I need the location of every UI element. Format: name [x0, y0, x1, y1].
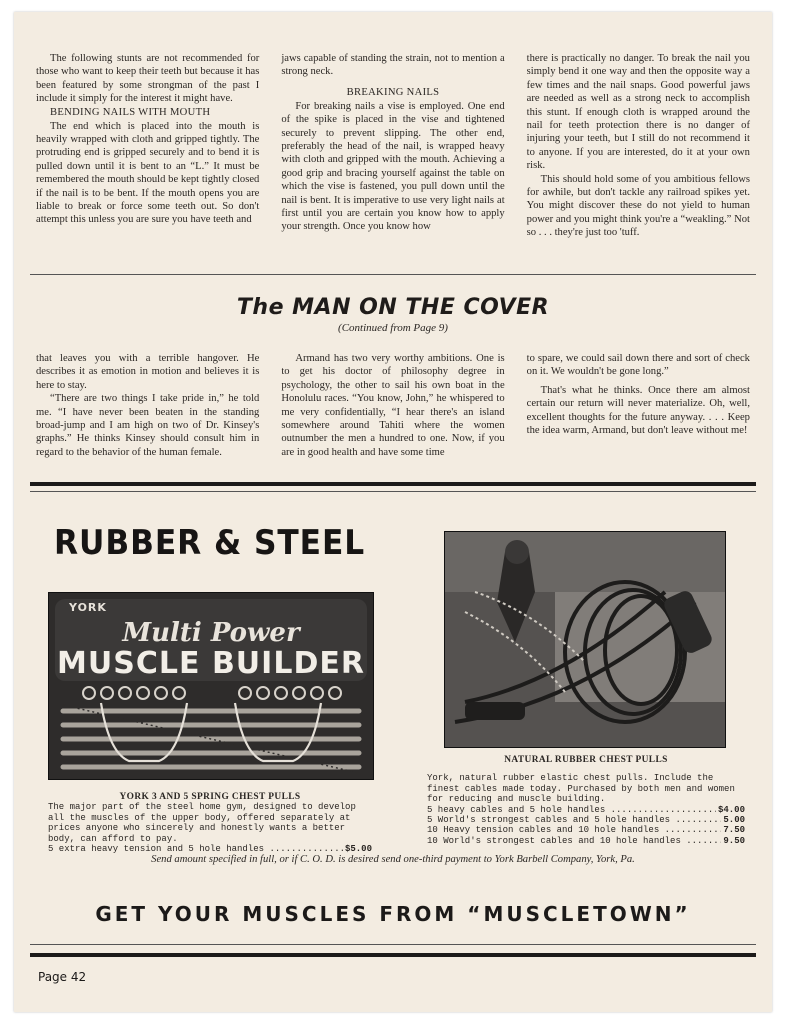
right-caption	[427, 755, 745, 846]
top-column-1	[36, 52, 259, 240]
cover-column-1	[36, 352, 259, 459]
continued-paragraph: jaws capable of standing the strain, not to mention a strong neck.	[281, 53, 505, 78]
section-title: The MAN ON THE COVER	[236, 295, 550, 320]
body-paragraph: For breaking nails a vise is employed. One end of the spike is placed in the vise and tightened securely to prevent slipping. The other end, preferably the head of the nail, is wrapped heavy with cloth and gripped with the mouth. Achieving a good grip and bracing yourself against the table on which the vise is fastened, you pull down until the nail is bent. It is imperative to use very light nails at first until you are certain you know how to apply your strength. Once you know how	[281, 100, 505, 233]
price-row	[427, 836, 745, 846]
cover-article	[36, 352, 750, 459]
cover-paragraph: “There are two things I take pride in,” he told me. “I have never been beaten in the standing broad-jump and I am high on two of Dr. Kinsey's graphs.” He thinks Kinsey should consult him in regard to the behavior of the human female.	[36, 393, 260, 458]
product-name-line2: MUSCLE BUILDER	[57, 646, 365, 681]
page-number: Page 42	[38, 970, 87, 984]
section-heading: BREAKING NAILS	[346, 86, 440, 98]
section-heading: BENDING NAILS WITH MOUTH	[50, 106, 211, 118]
left-caption	[48, 792, 372, 854]
top-column-3	[527, 52, 750, 240]
cover-column-3	[527, 352, 750, 459]
continued-paragraph: there is practically no danger. To break the nail you simply bend it one way and then the opposite way a few times and the nail snaps. Good powerful jaws are needed as well as a strong neck to accomplish this stunt. If enough cloth is wrapped around the nail for teeth protection there is no danger of injuring your teeth, but I still do not recommend it to anyone. If you are interested, do it at your own risk.	[526, 53, 750, 172]
divider-thick	[30, 953, 756, 957]
caption-text: York, natural rubber elastic chest pulls. Include the finest cables made today. Purchased by both men and women for reducing and muscle building.	[427, 773, 735, 805]
muscle-builder-photo	[48, 592, 374, 780]
order-instructions: Send amount specified in full, or if C. O. D. is desired send one-third payment to York Barbell Company, York, Pa.	[151, 854, 635, 865]
spring-chest-pull-illustration	[49, 593, 373, 779]
price-label: 10 Heavy tension cables and 10 hole handles .....	[427, 825, 721, 835]
continued-note: (Continued from Page 9)	[338, 322, 448, 334]
divider	[30, 491, 756, 492]
rubber-chest-pulls-photo	[444, 531, 726, 748]
price-value: 7.50	[723, 825, 745, 836]
caption-title: YORK 3 AND 5 SPRING CHEST PULLS	[119, 792, 301, 802]
slogan: GET YOUR MUSCLES FROM “MUSCLETOWN”	[95, 902, 691, 926]
intro-paragraph: The following stunts are not recommended for those who want to keep their teeth but because it has been featured by some strongman of the past I include it simply for the interest it might have.	[36, 53, 260, 105]
price-label: 5 World's strongest cables and 5 hole handles .....	[427, 815, 721, 825]
divider	[30, 274, 756, 275]
price-label: 5 extra heavy tension and 5 hole handles .....	[48, 844, 343, 854]
top-column-2	[281, 52, 504, 240]
cover-paragraph: that leaves you with a terrible hangover. He describes it as emotion in motion and believes it is here to stay.	[36, 353, 260, 391]
rubber-cables-illustration	[445, 532, 725, 747]
price-value: $4.00	[717, 804, 745, 815]
top-article	[36, 52, 750, 240]
divider	[30, 944, 756, 945]
price-label: 5 heavy cables and 5 hole handles .....	[427, 805, 716, 815]
magazine-page	[14, 12, 772, 1012]
price-row	[48, 844, 372, 854]
price-label: 10 World's strongest cables and 10 hole handles .....	[427, 836, 721, 846]
price-value: 9.50	[723, 835, 745, 846]
caption-title: NATURAL RUBBER CHEST PULLS	[504, 755, 668, 765]
body-paragraph: The end which is placed into the mouth is heavily wrapped with cloth and gripped tightly. The protruding end is gripped securely and to bend it is pulled down until it is bent to an “L.” It must be remembered the mouth should be kept tightly closed if the nail is to be bent. If the mouth opens you are liable to break or force some teeth out. So don't attempt this unless you are sure you have teeth and	[36, 120, 260, 226]
price-value: 5.00	[723, 815, 745, 826]
cover-paragraph: That's what he thinks. Once there am almost certain our return will never materialize. Oh, well, excellent thoughts for the future anyway. . . . Keep the idea warm, Armand, but don't leave without me!	[526, 384, 750, 437]
divider-thick	[30, 482, 756, 486]
body-paragraph: This should hold some of you ambitious fellows for awhile, but don't tackle any railroad spikes yet. You might discover these do not yield to human power and you might think you're a “weakling.” Not so . . . they're just too 'tuff.	[526, 173, 750, 239]
cover-paragraph: to spare, we could sail down there and sort of check on it. We wouldn't be gone long.”	[526, 353, 750, 378]
cover-paragraph: Armand has two very worthy ambitions. One is to get his doctor of philosophy degree in psychology, the other to sail his own boat in the Honolulu races. “You know, John,” he whispered to me very confidentially, “I hear there's an island somewhere around Tahiti where the women outnumber the men a hundred to one. Now, if you are in good health and have some time	[281, 353, 505, 458]
ad-headline: RUBBER & STEEL	[54, 523, 366, 563]
price-row	[427, 815, 745, 825]
cover-column-2	[281, 352, 504, 459]
product-name-line1: Multi Power	[122, 618, 300, 648]
price-value: $5.00	[344, 844, 372, 855]
price-row	[427, 805, 745, 815]
caption-text: The major part of the steel home gym, designed to develop all the muscles of the upper body, offered separately at prices anyone who sincerely and honestly wants a better body, can afford to pay.	[48, 802, 356, 844]
brand-text: YORK	[69, 601, 107, 614]
price-row	[427, 825, 745, 835]
